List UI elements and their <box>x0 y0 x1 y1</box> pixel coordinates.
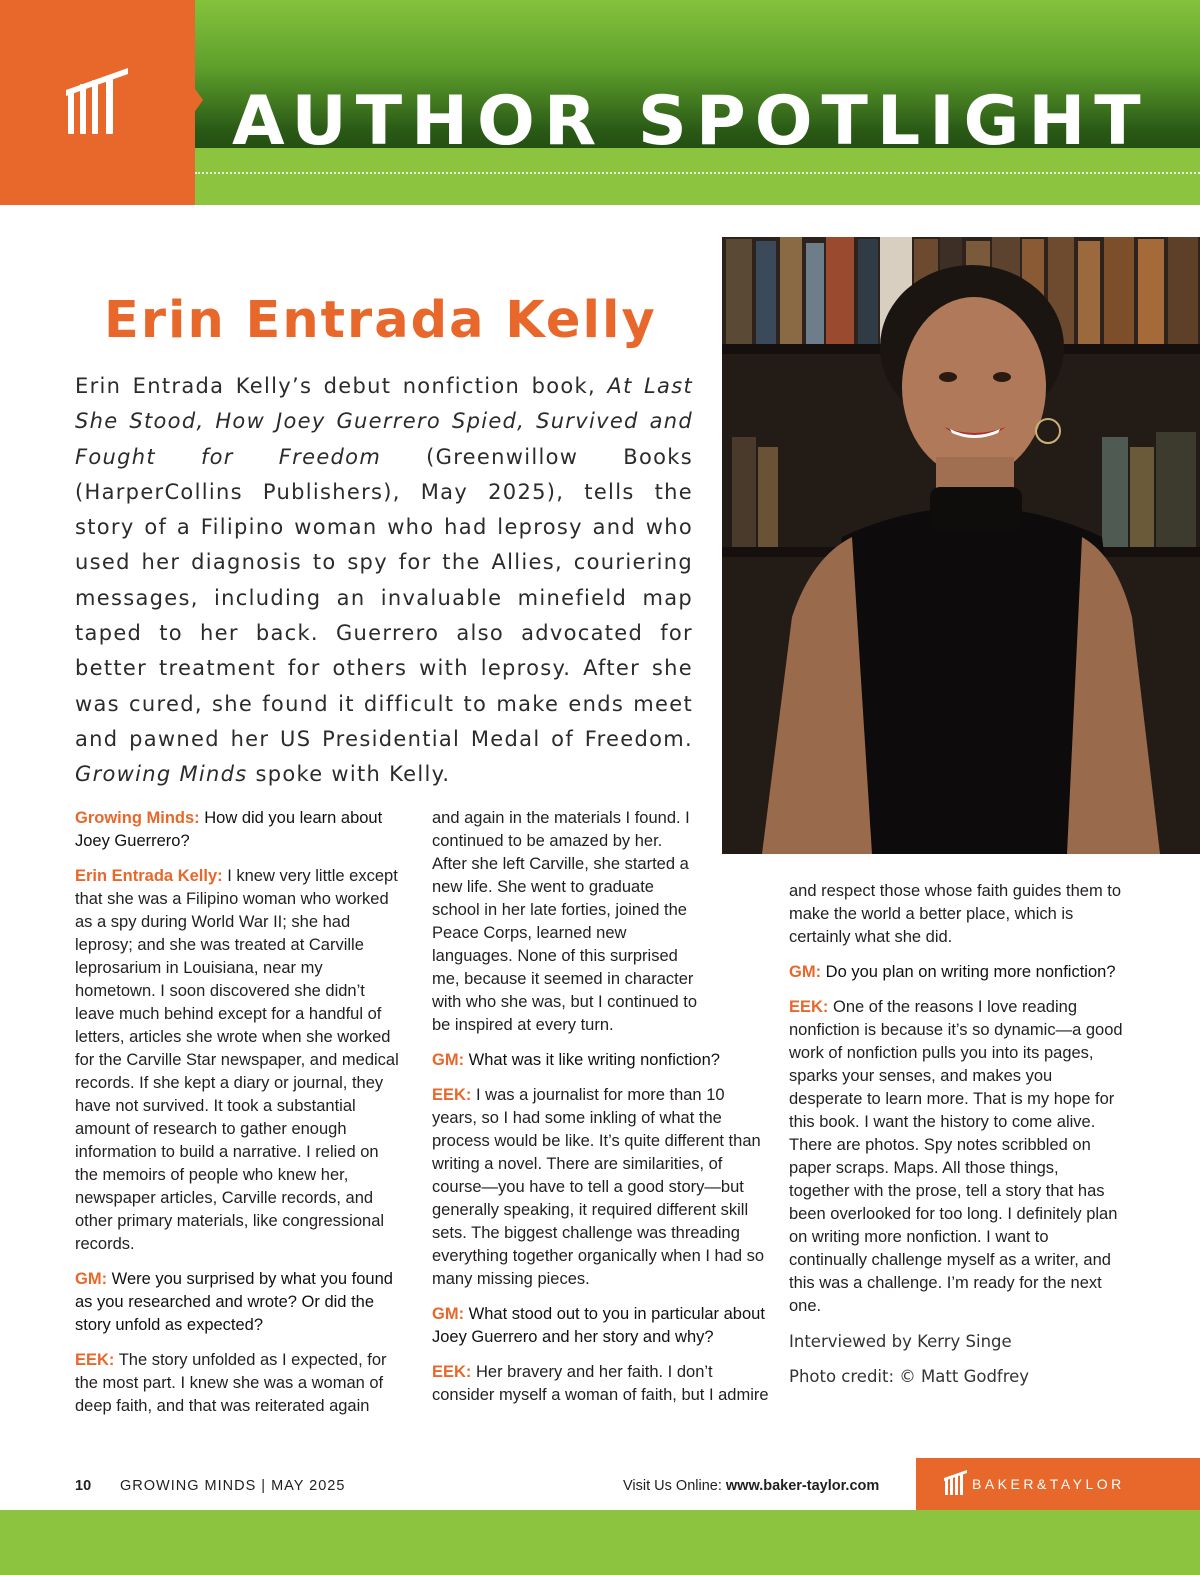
magazine-name: Growing Minds <box>75 762 248 787</box>
visit-online <box>623 1476 879 1496</box>
baker-taylor-small-logo-icon <box>944 1470 968 1496</box>
speaker-label: GM: <box>432 1305 465 1323</box>
visit-label: Visit Us Online: <box>623 1478 726 1494</box>
answer-5 <box>789 996 1123 1318</box>
question-1 <box>75 807 405 853</box>
magazine-issue: GROWING MINDS | MAY 2025 <box>120 1478 346 1494</box>
speaker-label: Growing Minds: <box>75 809 200 827</box>
question-text: Do you plan on writing more nonfiction? <box>821 963 1116 981</box>
section-title: AUTHOR SPOTLIGHT <box>232 82 1150 161</box>
speaker-label: GM: <box>789 963 822 981</box>
answer-2-continued: and again in the materials I found. I continued to be amazed by her. After she left Carville, she started a new life. She went to graduate school in her late forties, joined the Peace Corps, learned new languages. None of this surprised me, because it seemed in character with who she was, but I continued to be inspired at every turn. <box>432 809 698 1034</box>
page-number: 10 <box>75 1478 92 1494</box>
speaker-label: EEK: <box>789 998 829 1016</box>
intro-text-2: (Greenwillow Books (HarperCollins Publishers), May 2025), tells the story of a Filipino woman who had leprosy and who used her diagnosis to spy for the Allies, couriering messages, including an invaluable minefield map taped to her back. Guerrero also advocated for better treatment for others with leprosy. After she was cured, she found it difficult to make ends meet and pawned her US Presidential Medal of Freedom. <box>75 444 693 751</box>
intro-paragraph <box>75 369 693 793</box>
author-photo <box>722 237 1200 854</box>
speaker-label: GM: <box>75 1270 108 1288</box>
baker-taylor-columns-logo-icon <box>66 68 130 138</box>
interviewer-credit: Interviewed by Kerry Singe <box>789 1332 1012 1351</box>
answer-text: The story unfolded as I expected, for the most part. I knew she was a woman of deep faith, and that was reiterated again <box>75 1351 387 1415</box>
logo-notch <box>193 86 203 114</box>
speaker-label: EEK: <box>432 1363 472 1381</box>
question-5 <box>789 961 1123 984</box>
answer-2 <box>75 1349 405 1418</box>
answer-1 <box>75 865 405 1256</box>
brand-name: BAKER&TAYLOR <box>972 1476 1125 1492</box>
question-2 <box>75 1268 405 1337</box>
question-text: How did you learn about Joey Guerrero? <box>75 809 383 850</box>
author-name: Erin Entrada Kelly <box>104 291 657 350</box>
brand-block <box>916 1458 1200 1510</box>
answer-4 <box>432 1361 769 1407</box>
header-banner <box>0 0 1200 205</box>
book-title: At Last She Stood, How Joey Guerrero Spied, Survived and Fought for Freedom <box>75 374 694 469</box>
speaker-label: EEK: <box>432 1086 472 1104</box>
speaker-label: Erin Entrada Kelly: <box>75 867 223 885</box>
interview-column-3 <box>789 880 1123 1400</box>
answer-text: Her bravery and her faith. I don’t consider myself a woman of faith, but I admire <box>432 1363 769 1404</box>
answer-4-continued: and respect those whose faith guides them to make the world a better place, which is certainly what she did. <box>789 882 1122 946</box>
speaker-label: EEK: <box>75 1351 115 1369</box>
logo-block <box>0 0 195 205</box>
footer-bar <box>0 1510 1200 1575</box>
intro-text-1: Erin Entrada Kelly’s debut nonfiction book, <box>75 374 608 398</box>
question-text: What stood out to you in particular about Joey Guerrero and her story and why? <box>432 1305 765 1346</box>
question-text: Were you surprised by what you found as you researched and wrote? Or did the story unfold as expected? <box>75 1270 393 1334</box>
answer-text: One of the reasons I love reading nonfiction is because it’s so dynamic—a good work of nonfiction pulls you into its pages, sparks your senses, and makes you desperate to learn more. That is my hope for this book. I want the history to come alive. There are photos. Spy notes scribbled on paper scraps. Maps. All those things, together with the prose, tell a story that has been overlooked for too long. I definitely plan on writing more nonfiction. I want to continually challenge myself as a writer, and this was a challenge. I’m ready for the next one. <box>789 998 1123 1315</box>
intro-text-3: spoke with Kelly. <box>247 762 451 787</box>
interview-column-1 <box>75 807 405 1430</box>
question-4 <box>432 1303 769 1349</box>
author-photo-image <box>722 237 1200 854</box>
speaker-label: GM: <box>432 1051 465 1069</box>
question-3 <box>432 1049 769 1072</box>
answer-text: I was a journalist for more than 10 years, so I had some inkling of what the process would be like. It’s quite different than writing a novel. There are similarities, of course—you have to tell a good story—but generally speaking, it required different skill sets. The biggest challenge was threading everything together organically when I had so many missing pieces. <box>432 1086 765 1288</box>
interview-column-2 <box>432 807 769 1419</box>
photo-credit: Photo credit: © Matt Godfrey <box>789 1367 1030 1386</box>
answer-text: I knew very little except that she was a Filipino woman who worked as a spy during World War II; she had leprosy; and she was treated at Carville leprosarium in Louisiana, near my hometown. I soon discovered she didn’t leave much behind except for a handful of letters, articles she wrote when she worked for the Carville Star newspaper, and medical records. If she kept a diary or journal, they have not survived. It took a substantial amount of research to gather enough information to build a narrative. I relied on the memoirs of people who knew her, newspaper articles, Carville records, and other primary materials, like congressional records. <box>75 867 399 1253</box>
answer-3 <box>432 1084 769 1291</box>
website-link[interactable]: www.baker-taylor.com <box>725 1478 880 1494</box>
header-dotted-rule <box>195 172 1200 174</box>
question-text: What was it like writing nonfiction? <box>464 1051 720 1069</box>
